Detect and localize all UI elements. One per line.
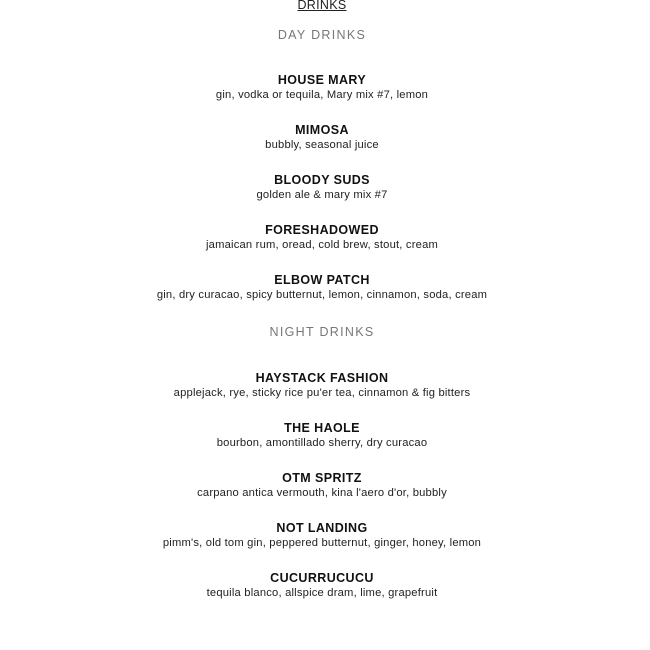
menu-item bbox=[0, 223, 644, 251]
section-heading-day: DAY DRINKS bbox=[277, 28, 367, 42]
menu-item bbox=[0, 371, 644, 399]
item-name: FORESHADOWED bbox=[265, 223, 379, 237]
section-heading-night: NIGHT DRINKS bbox=[269, 325, 375, 339]
item-name: HAYSTACK FASHION bbox=[255, 371, 389, 385]
item-desc: carpano antica vermouth, kina l'aero d'or, bubbly bbox=[197, 487, 447, 499]
menu-item bbox=[0, 471, 644, 499]
item-desc: bubbly, seasonal juice bbox=[265, 139, 379, 151]
menu-item bbox=[0, 173, 644, 201]
item-name: HOUSE MARY bbox=[277, 73, 367, 87]
menu-item bbox=[0, 73, 644, 101]
menu-item bbox=[0, 571, 644, 599]
item-name: MIMOSA bbox=[295, 123, 349, 137]
item-name: ELBOW PATCH bbox=[274, 273, 370, 287]
item-desc: applejack, rye, sticky rice pu'er tea, cinnamon & fig bitters bbox=[173, 387, 471, 399]
item-desc: tequila blanco, allspice dram, lime, grapefruit bbox=[206, 587, 438, 599]
menu-item bbox=[0, 123, 644, 151]
item-name: THE HAOLE bbox=[284, 421, 360, 435]
item-desc: jamaican rum, oread, cold brew, stout, cream bbox=[205, 239, 439, 251]
item-name: BLOODY SUDS bbox=[274, 173, 370, 187]
item-desc: gin, dry curacao, spicy butternut, lemon, cinnamon, soda, cream bbox=[156, 289, 488, 301]
item-name: NOT LANDING bbox=[276, 521, 368, 535]
item-name: OTM SPRITZ bbox=[282, 471, 362, 485]
menu-item bbox=[0, 521, 644, 549]
item-desc: gin, vodka or tequila, Mary mix #7, lemon bbox=[215, 89, 429, 101]
item-desc: pimm's, old tom gin, peppered butternut, ginger, honey, lemon bbox=[162, 537, 482, 549]
item-name: CUCURRUCUCU bbox=[270, 571, 374, 585]
menu-item bbox=[0, 273, 644, 301]
item-desc: bourbon, amontillado sherry, dry curacao bbox=[216, 437, 428, 449]
menu-title[interactable]: DRINKS bbox=[297, 0, 347, 12]
item-desc: golden ale & mary mix #7 bbox=[256, 189, 388, 201]
menu-item bbox=[0, 421, 644, 449]
